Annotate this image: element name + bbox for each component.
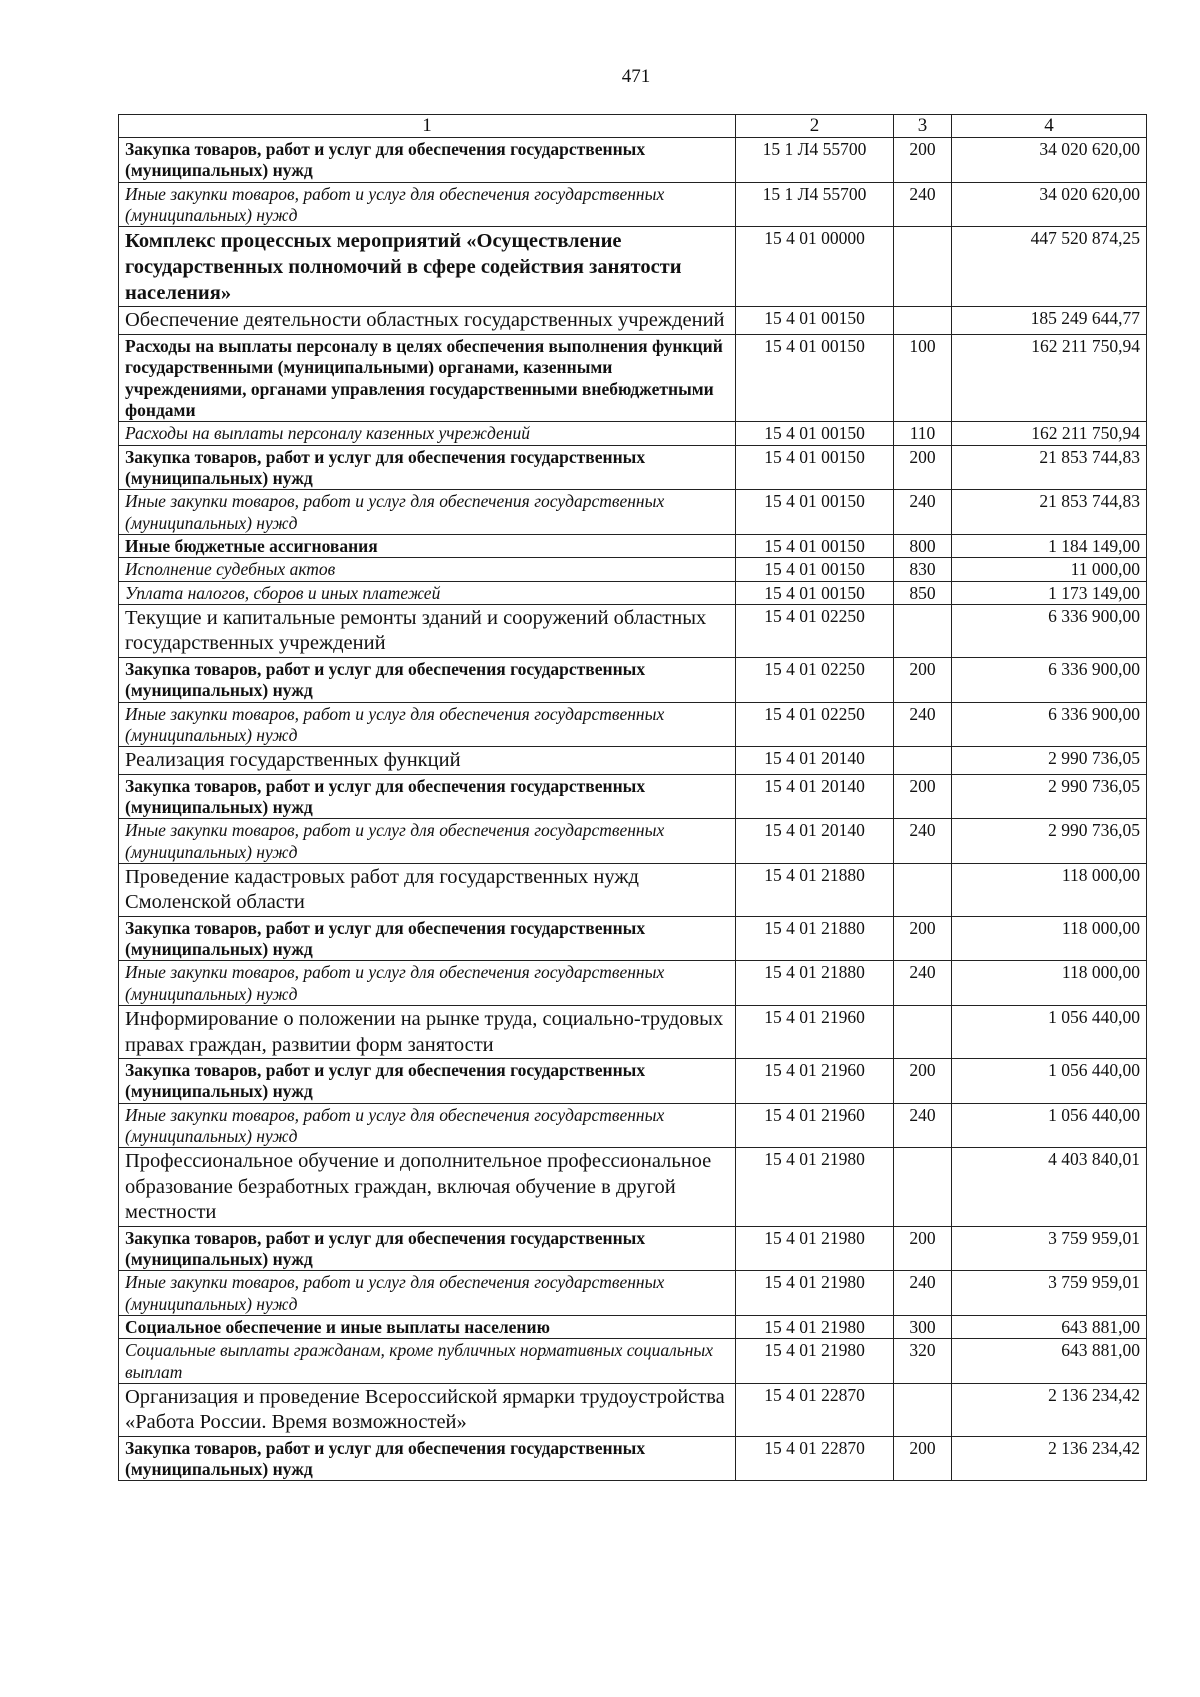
- row-name-cell: Исполнение судебных актов: [119, 558, 736, 581]
- row-expense-type-cell: [894, 307, 952, 334]
- row-code-cell: 15 4 01 20140: [736, 819, 894, 864]
- row-code-cell: 15 1 Л4 55700: [736, 138, 894, 183]
- row-amount-cell: 2 990 736,05: [952, 819, 1147, 864]
- row-code-cell: 15 4 01 00150: [736, 558, 894, 581]
- row-name-cell: Иные закупки товаров, работ и услуг для обеспечения государственных (муниципальных) нужд: [119, 1103, 736, 1148]
- row-amount-cell: 118 000,00: [952, 961, 1147, 1006]
- row-code-cell: 15 4 01 00150: [736, 445, 894, 490]
- table-row: [119, 227, 1147, 307]
- table-row: [119, 961, 1147, 1006]
- table-row: [119, 747, 1147, 774]
- row-name-cell: Закупка товаров, работ и услуг для обеспечения государственных (муниципальных) нужд: [119, 1436, 736, 1481]
- row-amount-cell: 2 990 736,05: [952, 774, 1147, 819]
- row-amount-cell: 643 881,00: [952, 1339, 1147, 1384]
- row-expense-type-cell: 800: [894, 534, 952, 557]
- row-code-cell: 15 4 01 02250: [736, 657, 894, 702]
- row-expense-type-cell: 240: [894, 490, 952, 535]
- row-expense-type-cell: [894, 227, 952, 307]
- table-row: [119, 1315, 1147, 1338]
- row-amount-cell: 3 759 959,01: [952, 1226, 1147, 1271]
- row-amount-cell: 447 520 874,25: [952, 227, 1147, 307]
- row-amount-cell: 1 056 440,00: [952, 1006, 1147, 1059]
- row-expense-type-cell: [894, 1148, 952, 1226]
- row-expense-type-cell: [894, 863, 952, 916]
- table-row: [119, 1271, 1147, 1316]
- row-code-cell: 15 1 Л4 55700: [736, 182, 894, 227]
- table-row: [119, 581, 1147, 604]
- table-row: [119, 1103, 1147, 1148]
- row-name-cell: Закупка товаров, работ и услуг для обеспечения государственных (муниципальных) нужд: [119, 916, 736, 961]
- row-amount-cell: 1 056 440,00: [952, 1058, 1147, 1103]
- table-row: [119, 1148, 1147, 1226]
- row-amount-cell: 2 990 736,05: [952, 747, 1147, 774]
- row-expense-type-cell: [894, 1006, 952, 1059]
- table-row: [119, 182, 1147, 227]
- header-cell-expense-type: 3: [894, 115, 952, 138]
- row-name-cell: Профессиональное обучение и дополнительное профессиональное образование безработных граждан, включая обучение в другой местности: [119, 1148, 736, 1226]
- row-amount-cell: 2 136 234,42: [952, 1383, 1147, 1436]
- table-row: [119, 657, 1147, 702]
- row-expense-type-cell: 200: [894, 1226, 952, 1271]
- table-row: [119, 774, 1147, 819]
- row-code-cell: 15 4 01 20140: [736, 774, 894, 819]
- row-expense-type-cell: 200: [894, 774, 952, 819]
- row-code-cell: 15 4 01 21960: [736, 1006, 894, 1059]
- row-expense-type-cell: 200: [894, 138, 952, 183]
- row-expense-type-cell: [894, 747, 952, 774]
- row-name-cell: Расходы на выплаты персоналу казенных учреждений: [119, 422, 736, 445]
- row-name-cell: Социальное обеспечение и иные выплаты населению: [119, 1315, 736, 1338]
- row-code-cell: 15 4 01 21980: [736, 1148, 894, 1226]
- row-code-cell: 15 4 01 00150: [736, 534, 894, 557]
- row-code-cell: 15 4 01 00150: [736, 307, 894, 334]
- row-amount-cell: 21 853 744,83: [952, 490, 1147, 535]
- row-expense-type-cell: 200: [894, 1436, 952, 1481]
- budget-table: [118, 114, 1147, 1481]
- row-name-cell: Организация и проведение Всероссийской ярмарки трудоустройства «Работа России. Время возможностей»: [119, 1383, 736, 1436]
- row-name-cell: Закупка товаров, работ и услуг для обеспечения государственных (муниципальных) нужд: [119, 445, 736, 490]
- row-code-cell: 15 4 01 21980: [736, 1339, 894, 1384]
- row-name-cell: Закупка товаров, работ и услуг для обеспечения государственных (муниципальных) нужд: [119, 1058, 736, 1103]
- table-row: [119, 490, 1147, 535]
- row-amount-cell: 6 336 900,00: [952, 702, 1147, 747]
- row-name-cell: Иные закупки товаров, работ и услуг для обеспечения государственных (муниципальных) нужд: [119, 819, 736, 864]
- row-code-cell: 15 4 01 21960: [736, 1058, 894, 1103]
- header-cell-code: 2: [736, 115, 894, 138]
- table-row: [119, 558, 1147, 581]
- row-name-cell: Реализация государственных функций: [119, 747, 736, 774]
- row-amount-cell: 3 759 959,01: [952, 1271, 1147, 1316]
- row-code-cell: 15 4 01 00150: [736, 581, 894, 604]
- row-amount-cell: 643 881,00: [952, 1315, 1147, 1338]
- row-amount-cell: 34 020 620,00: [952, 182, 1147, 227]
- row-amount-cell: 1 184 149,00: [952, 534, 1147, 557]
- row-amount-cell: 162 211 750,94: [952, 422, 1147, 445]
- row-code-cell: 15 4 01 21880: [736, 961, 894, 1006]
- row-amount-cell: 1 056 440,00: [952, 1103, 1147, 1148]
- row-code-cell: 15 4 01 21980: [736, 1315, 894, 1338]
- table-row: [119, 1383, 1147, 1436]
- row-name-cell: Социальные выплаты гражданам, кроме публичных нормативных социальных выплат: [119, 1339, 736, 1384]
- row-name-cell: Иные закупки товаров, работ и услуг для обеспечения государственных (муниципальных) нужд: [119, 490, 736, 535]
- table-row: [119, 138, 1147, 183]
- table-row: [119, 534, 1147, 557]
- row-amount-cell: 118 000,00: [952, 916, 1147, 961]
- row-name-cell: Обеспечение деятельности областных государственных учреждений: [119, 307, 736, 334]
- row-name-cell: Расходы на выплаты персоналу в целях обеспечения выполнения функций государственными (муниципальными) органами, казенными учреждениями, органами управления государственными внебюджетными фондами: [119, 334, 736, 421]
- row-expense-type-cell: 240: [894, 819, 952, 864]
- row-expense-type-cell: 200: [894, 445, 952, 490]
- table-row: [119, 819, 1147, 864]
- table-row: [119, 702, 1147, 747]
- row-code-cell: 15 4 01 02250: [736, 605, 894, 658]
- row-name-cell: Иные закупки товаров, работ и услуг для обеспечения государственных (муниципальных) нужд: [119, 961, 736, 1006]
- row-name-cell: Проведение кадастровых работ для государственных нужд Смоленской области: [119, 863, 736, 916]
- table-row: [119, 307, 1147, 334]
- row-code-cell: 15 4 01 21960: [736, 1103, 894, 1148]
- table-row: [119, 445, 1147, 490]
- row-name-cell: Текущие и капитальные ремонты зданий и сооружений областных государственных учреждений: [119, 605, 736, 658]
- row-amount-cell: 118 000,00: [952, 863, 1147, 916]
- row-name-cell: Иные закупки товаров, работ и услуг для обеспечения государственных (муниципальных) нужд: [119, 1271, 736, 1316]
- row-code-cell: 15 4 01 00000: [736, 227, 894, 307]
- row-name-cell: Информирование о положении на рынке труда, социально-трудовых правах граждан, развитии форм занятости: [119, 1006, 736, 1059]
- row-expense-type-cell: [894, 1383, 952, 1436]
- row-amount-cell: 6 336 900,00: [952, 605, 1147, 658]
- row-code-cell: 15 4 01 00150: [736, 422, 894, 445]
- row-code-cell: 15 4 01 20140: [736, 747, 894, 774]
- row-expense-type-cell: 200: [894, 916, 952, 961]
- row-code-cell: 15 4 01 00150: [736, 490, 894, 535]
- page-number: 471: [621, 66, 651, 87]
- table-row: [119, 1226, 1147, 1271]
- row-code-cell: 15 4 01 21880: [736, 863, 894, 916]
- row-code-cell: 15 4 01 21980: [736, 1226, 894, 1271]
- row-expense-type-cell: 240: [894, 961, 952, 1006]
- header-cell-amount: 4: [952, 115, 1147, 138]
- row-name-cell: Закупка товаров, работ и услуг для обеспечения государственных (муниципальных) нужд: [119, 1226, 736, 1271]
- row-amount-cell: 34 020 620,00: [952, 138, 1147, 183]
- row-expense-type-cell: 830: [894, 558, 952, 581]
- row-code-cell: 15 4 01 21880: [736, 916, 894, 961]
- table-row: [119, 1006, 1147, 1059]
- row-expense-type-cell: 240: [894, 182, 952, 227]
- row-name-cell: Комплекс процессных мероприятий «Осуществление государственных полномочий в сфере содействия занятости населения»: [119, 227, 736, 307]
- row-expense-type-cell: 240: [894, 702, 952, 747]
- table-row: [119, 1436, 1147, 1481]
- table-row: [119, 1339, 1147, 1384]
- row-name-cell: Иные закупки товаров, работ и услуг для обеспечения государственных (муниципальных) нужд: [119, 702, 736, 747]
- row-amount-cell: 21 853 744,83: [952, 445, 1147, 490]
- row-amount-cell: 4 403 840,01: [952, 1148, 1147, 1226]
- row-amount-cell: 11 000,00: [952, 558, 1147, 581]
- table-header-row: [119, 115, 1147, 138]
- row-name-cell: Иные закупки товаров, работ и услуг для обеспечения государственных (муниципальных) нужд: [119, 182, 736, 227]
- row-code-cell: 15 4 01 02250: [736, 702, 894, 747]
- row-code-cell: 15 4 01 22870: [736, 1436, 894, 1481]
- row-expense-type-cell: 850: [894, 581, 952, 604]
- row-code-cell: 15 4 01 00150: [736, 334, 894, 421]
- row-expense-type-cell: 110: [894, 422, 952, 445]
- row-expense-type-cell: [894, 605, 952, 658]
- row-name-cell: Иные бюджетные ассигнования: [119, 534, 736, 557]
- row-expense-type-cell: 320: [894, 1339, 952, 1384]
- header-cell-name: 1: [119, 115, 736, 138]
- table-row: [119, 1058, 1147, 1103]
- row-amount-cell: 185 249 644,77: [952, 307, 1147, 334]
- row-name-cell: Закупка товаров, работ и услуг для обеспечения государственных (муниципальных) нужд: [119, 657, 736, 702]
- row-expense-type-cell: 300: [894, 1315, 952, 1338]
- row-expense-type-cell: 200: [894, 657, 952, 702]
- row-amount-cell: 2 136 234,42: [952, 1436, 1147, 1481]
- row-code-cell: 15 4 01 22870: [736, 1383, 894, 1436]
- table-row: [119, 422, 1147, 445]
- row-amount-cell: 6 336 900,00: [952, 657, 1147, 702]
- table-row: [119, 605, 1147, 658]
- row-expense-type-cell: 200: [894, 1058, 952, 1103]
- row-amount-cell: 162 211 750,94: [952, 334, 1147, 421]
- table-row: [119, 863, 1147, 916]
- row-expense-type-cell: 100: [894, 334, 952, 421]
- row-expense-type-cell: 240: [894, 1271, 952, 1316]
- row-name-cell: Закупка товаров, работ и услуг для обеспечения государственных (муниципальных) нужд: [119, 138, 736, 183]
- row-name-cell: Уплата налогов, сборов и иных платежей: [119, 581, 736, 604]
- table-row: [119, 334, 1147, 421]
- table-row: [119, 916, 1147, 961]
- row-amount-cell: 1 173 149,00: [952, 581, 1147, 604]
- row-code-cell: 15 4 01 21980: [736, 1271, 894, 1316]
- row-expense-type-cell: 240: [894, 1103, 952, 1148]
- row-name-cell: Закупка товаров, работ и услуг для обеспечения государственных (муниципальных) нужд: [119, 774, 736, 819]
